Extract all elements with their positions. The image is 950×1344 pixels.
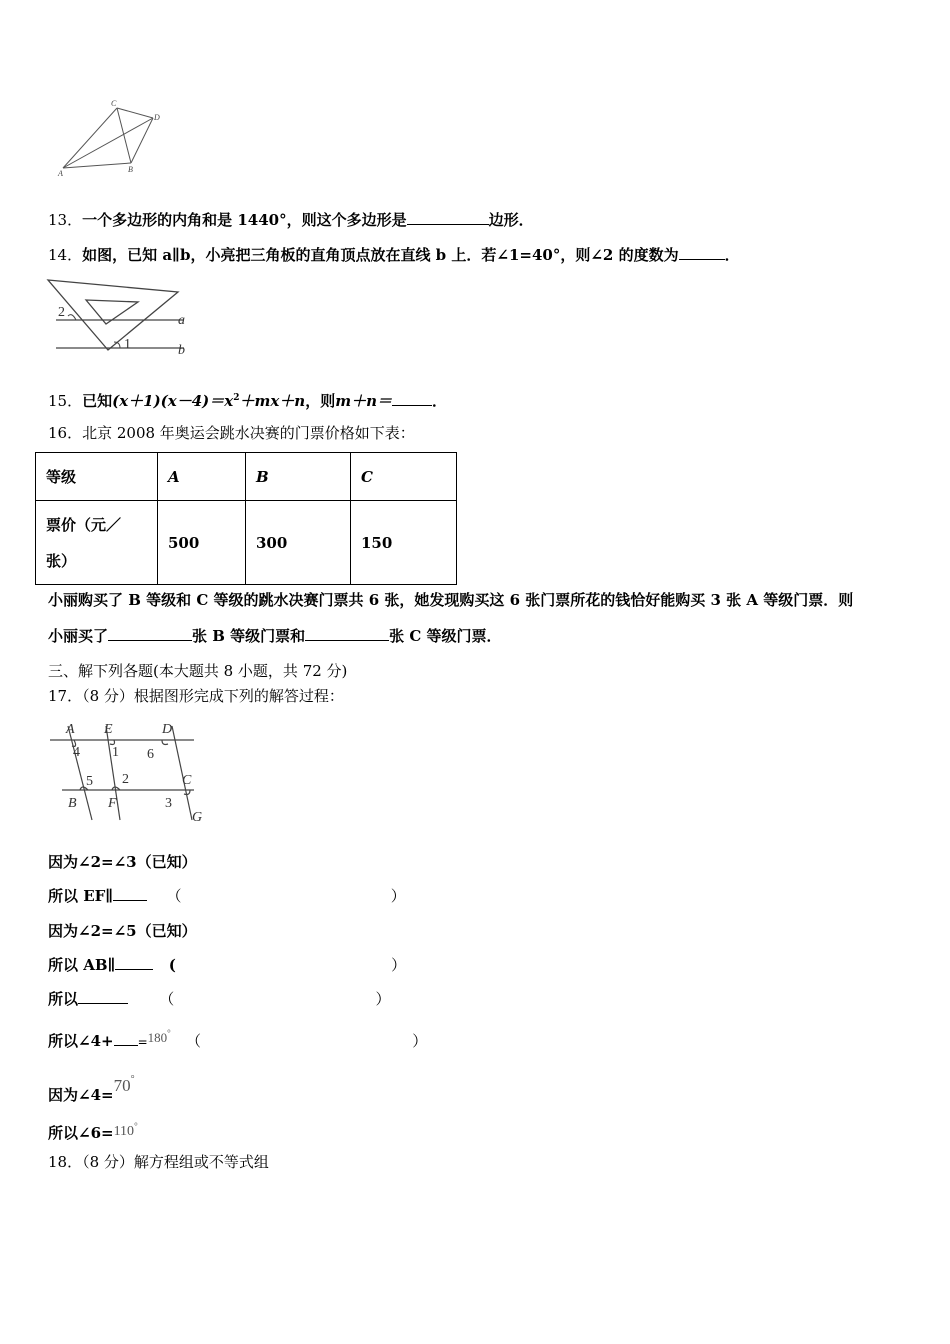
label-1: 1: [124, 337, 131, 352]
label-A: A: [66, 722, 75, 737]
row-label-line2: 张）: [46, 551, 77, 570]
q18-text: （8 分）解方程组或不等式组: [82, 1153, 269, 1171]
step-text: 所以 AB∥: [48, 956, 116, 974]
q13-text-end: 边形．: [488, 211, 534, 229]
step-blank[interactable]: [114, 1031, 138, 1046]
label-1: 1: [112, 745, 119, 760]
q14-number: 14．: [48, 246, 83, 264]
step-text: 因为∠2=∠3（已知）: [48, 853, 197, 871]
q14-text: 如图，已知 a∥b，小亮把三角板的直角顶点放在直线 b 上．若∠1=40°，则∠2 的度数为: [82, 246, 679, 264]
q16-para2-b: 张 B 等级门票和: [192, 627, 306, 645]
paren-close: ）: [375, 990, 391, 1008]
label-6: 6: [147, 747, 154, 762]
table-cell: 500: [158, 501, 246, 585]
q14-text-end: ．: [724, 246, 740, 264]
section-3-title: 三、解下列各题(本大题共 8 小题，共 72 分): [48, 662, 348, 680]
table-row: [36, 453, 457, 501]
q17-step-5: [48, 989, 391, 1009]
q13-number: 13．: [48, 211, 83, 229]
table-cell: A: [158, 453, 246, 501]
label-a: a: [178, 313, 185, 328]
row-label-line1: 票价（元／: [46, 515, 122, 534]
q17-step-7: [48, 1070, 135, 1105]
label-b: b: [178, 343, 185, 358]
degree-sign: °: [134, 1121, 138, 1131]
q15-pre: 已知: [82, 392, 113, 410]
label-G: G: [192, 810, 203, 825]
step-text: 所以∠4+: [48, 1032, 114, 1050]
value-70: 70: [113, 1076, 131, 1095]
step-text: 所以 EF∥: [48, 887, 114, 905]
q17-step-3: [48, 921, 197, 941]
q15-sup: 2: [233, 393, 240, 403]
question-16: [48, 423, 415, 443]
label-B: B: [68, 796, 77, 811]
q17-step-6: [48, 1023, 427, 1052]
paren-close: ）: [412, 1032, 428, 1050]
step-text: 因为∠2=∠5（已知）: [48, 922, 197, 940]
q17-text: （8 分）根据图形完成下列的解答过程：: [82, 687, 344, 705]
label-3: 3: [165, 796, 172, 811]
paren-open: （: [166, 887, 182, 905]
q17-step-2: [48, 886, 406, 906]
step-blank[interactable]: [115, 955, 153, 970]
equals-sign: =: [137, 1035, 148, 1049]
q15-end: ．: [432, 392, 448, 410]
label-4: 4: [73, 745, 80, 760]
label-B: B: [128, 165, 133, 174]
step-text: 因为∠4=: [48, 1086, 114, 1104]
label-A: A: [58, 169, 63, 178]
question-14: [48, 245, 740, 265]
q15-mid: ，则: [305, 392, 336, 410]
q13-blank[interactable]: [407, 210, 489, 225]
q16-paragraph-2: [48, 626, 502, 646]
question-18: [48, 1152, 269, 1172]
paren-open: （: [185, 1032, 201, 1050]
degree-sign: °: [130, 1074, 135, 1085]
q16-blank-1[interactable]: [108, 626, 192, 641]
q15-expr: (x＋1)(x－4)＝x: [112, 392, 234, 410]
q16-text: 北京 2008 年奥运会跳水决赛的门票价格如下表：: [82, 424, 415, 442]
q15-expr3: m＋n＝: [335, 392, 392, 410]
step-blank[interactable]: [113, 886, 147, 901]
question-13: [48, 210, 534, 230]
q16-para2-a: 小丽买了: [48, 627, 109, 645]
q17-step-8: [48, 1116, 138, 1143]
paren-close: ）: [391, 956, 407, 974]
step-text: 所以: [48, 990, 79, 1008]
label-2: 2: [58, 305, 65, 320]
parallel-lines-triangle-figure: [44, 276, 204, 360]
table-cell: [36, 501, 158, 585]
label-C: C: [111, 99, 117, 108]
table-cell: C: [351, 453, 457, 501]
paren-close: ）: [390, 887, 406, 905]
q13-text: 一个多边形的内角和是 1440°，则这个多边形是: [82, 211, 407, 229]
table-cell: 150: [351, 501, 457, 585]
question-15: [48, 388, 447, 411]
q16-number: 16．: [48, 424, 83, 442]
q16-blank-2[interactable]: [305, 626, 389, 641]
label-5: 5: [86, 774, 93, 789]
table-cell: B: [246, 453, 351, 501]
q17-number: 17．: [48, 687, 83, 705]
step-text: 所以∠6=: [48, 1124, 114, 1142]
q18-number: 18．: [48, 1153, 83, 1171]
quadrilateral-figure: [55, 98, 175, 180]
parallel-transversals-figure: [44, 718, 214, 826]
q15-blank[interactable]: [392, 391, 432, 406]
q16-para2-c: 张 C 等级门票．: [389, 627, 502, 645]
q17-step-4: [48, 955, 406, 975]
degree-sign: °: [167, 1028, 171, 1038]
value-110: 110: [113, 1124, 135, 1139]
paren-open: (: [168, 956, 176, 974]
q16-paragraph-1: 小丽购买了 B 等级和 C 等级的跳水决赛门票共 6 张，她发现购买这 6 张门票所花的钱恰好能购买 3 张 A 等级门票．则: [48, 591, 854, 609]
label-D: D: [162, 722, 173, 737]
table-row: [36, 501, 457, 585]
step-blank[interactable]: [78, 989, 128, 1004]
label-E: E: [104, 722, 113, 737]
q15-expr2: ＋mx＋n: [239, 392, 306, 410]
q17-step-1: [48, 852, 197, 872]
label-F: F: [108, 796, 117, 811]
q15-number: 15．: [48, 392, 83, 410]
table-cell: 等级: [36, 453, 158, 501]
label-C: C: [182, 773, 192, 788]
label-D: D: [154, 113, 160, 122]
q14-blank[interactable]: [679, 245, 725, 260]
value-180: 180: [147, 1030, 168, 1045]
ticket-price-table: [35, 452, 457, 585]
paren-open: （: [159, 990, 175, 1008]
table-cell: 300: [246, 501, 351, 585]
question-17: [48, 686, 344, 706]
label-2: 2: [122, 772, 129, 787]
